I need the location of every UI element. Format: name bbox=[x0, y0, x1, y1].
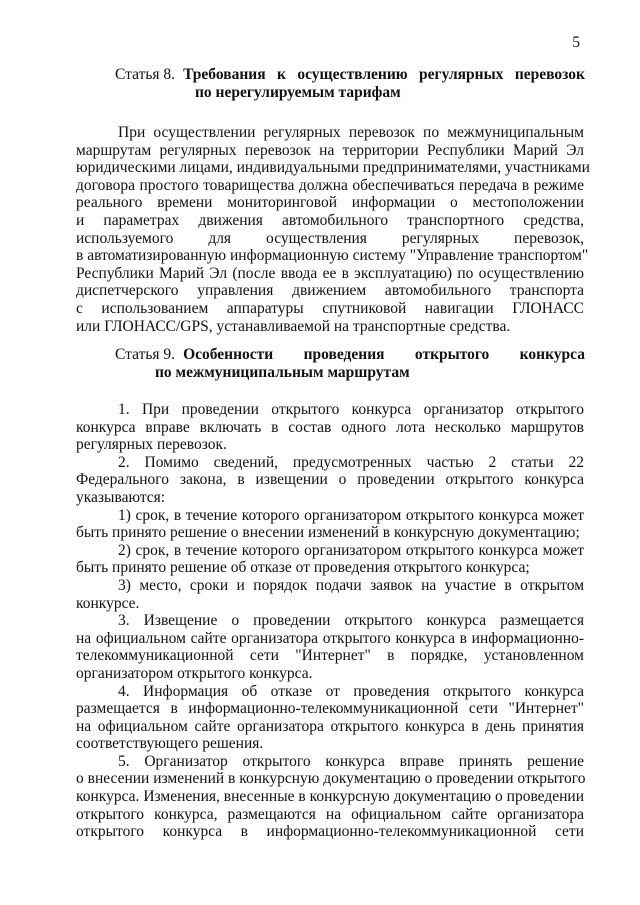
article-9-title-line1: Особенности проведения открытого конкурса bbox=[183, 346, 585, 363]
text-line: на официальном сайте организатора открытого конкурса в информационно- bbox=[76, 629, 584, 647]
text-line: о внесении изменений в конкурсную документацию о проведении открытого bbox=[76, 770, 586, 788]
text-line: открытого конкурса, размещаются на официальном сайте организатора bbox=[76, 805, 584, 823]
text-line: телекоммуникационной сети "Интернет" в порядке, установленном bbox=[76, 647, 584, 665]
text-line: Федерального закона, в извещении о проведении открытого конкурса bbox=[76, 471, 584, 489]
text-line: в автоматизированную информационную систему "Управление транспортом" bbox=[76, 247, 589, 265]
text-line: маршрутам регулярных перевозок на территории Республики Марий Эл bbox=[76, 141, 584, 159]
text-line: размещается в информационно-телекоммуникационной сети "Интернет" bbox=[76, 700, 584, 718]
article-8-title-line1: Требования к осуществлению регулярных перевозок bbox=[183, 66, 585, 83]
text-line: Республики Марий Эл (после ввода ее в эксплуатацию) по осуществлению bbox=[76, 264, 584, 282]
text-line: конкурсе. bbox=[76, 594, 140, 612]
article-8-title-line2: по нерегулируемым тарифам bbox=[195, 84, 401, 101]
text-line: договора простого товарищества должна обеспечиваться передача в режиме bbox=[76, 176, 584, 194]
text-line: 3) место, сроки и порядок подачи заявок на участие в открытом bbox=[118, 576, 584, 594]
text-line: используемого для осуществления регулярных перевозок, bbox=[76, 229, 584, 247]
article-9-label: Статья 9. bbox=[115, 346, 176, 363]
text-line: открытого конкурса в информационно-телекоммуникационной сети bbox=[76, 823, 584, 841]
text-line: 1. При проведении открытого конкурса организатор открытого bbox=[118, 401, 584, 418]
article-8-heading bbox=[115, 66, 585, 102]
text-line: с использованием аппаратуры спутниковой навигации ГЛОНАСС bbox=[76, 299, 584, 317]
text-line: диспетчерского управления движением автомобильного транспорта bbox=[76, 282, 584, 300]
text-line: или ГЛОНАСС/GPS, устанавливаемой на транспортные средства. bbox=[76, 317, 511, 335]
text-line: на официальном сайте организатора открытого конкурса в день принятия bbox=[76, 717, 584, 735]
text-line: быть принято решение о внесении изменений в конкурсную документацию; bbox=[76, 524, 580, 542]
text-line: организатором открытого конкурса. bbox=[76, 664, 313, 682]
article-8-body bbox=[76, 124, 590, 335]
text-line: конкурса. Изменения, внесенные в конкурсную документацию о проведении bbox=[76, 788, 584, 806]
article-9-heading bbox=[115, 346, 585, 382]
text-line: быть принято решение об отказе от проведения открытого конкурса; bbox=[76, 559, 530, 577]
text-line: соответствующего решения. bbox=[76, 735, 264, 753]
text-line: При осуществлении регулярных перевозок по межмуниципальным bbox=[118, 124, 584, 141]
page-number: 5 bbox=[572, 34, 580, 51]
text-line: регулярных перевозок. bbox=[76, 436, 227, 454]
text-line: юридическими лицами, индивидуальными предпринимателями, участниками bbox=[76, 159, 590, 177]
article-9-body bbox=[76, 401, 584, 841]
text-line: конкурса вправе включать в состав одного лота несколько маршрутов bbox=[76, 418, 584, 436]
text-line: указываются: bbox=[76, 488, 166, 506]
text-line: реального времени мониторинговой информации о местоположении bbox=[76, 194, 584, 212]
text-line: 2. Помимо сведений, предусмотренных частью 2 статьи 22 bbox=[118, 453, 584, 471]
text-line: и параметрах движения автомобильного транспортного средства, bbox=[76, 211, 584, 229]
text-line: 4. Информация об отказе от проведения открытого конкурса bbox=[118, 682, 584, 700]
text-line: 3. Извещение о проведении открытого конкурса размещается bbox=[118, 612, 584, 630]
article-9-title-line2: по межмуниципальным маршрутам bbox=[155, 364, 410, 381]
text-line: 2) срок, в течение которого организатором открытого конкурса может bbox=[118, 541, 584, 559]
article-8-label: Статья 8. bbox=[115, 66, 176, 83]
text-line: 5. Организатор открытого конкурса вправе принять решение bbox=[118, 752, 584, 770]
text-line: 1) срок, в течение которого организатором открытого конкурса может bbox=[118, 506, 584, 524]
